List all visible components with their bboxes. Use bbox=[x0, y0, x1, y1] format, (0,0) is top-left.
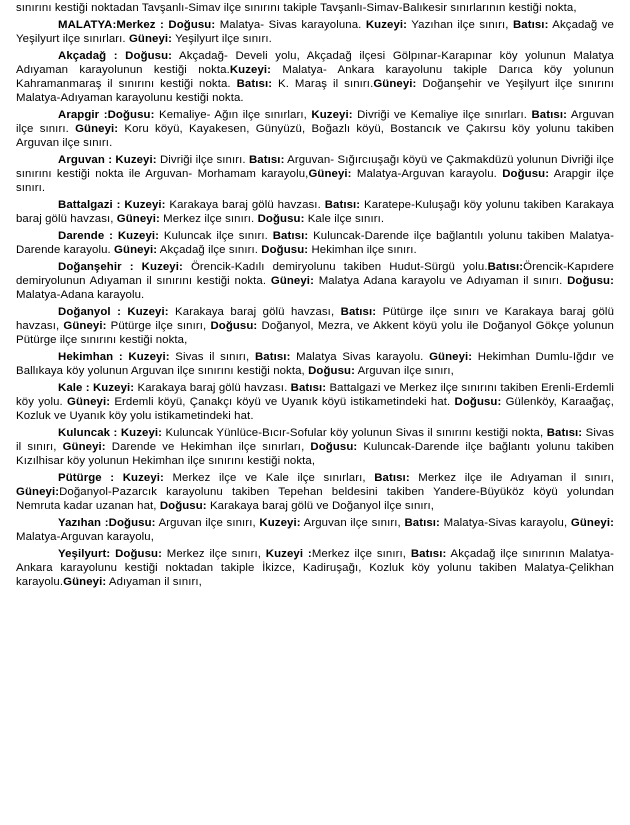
text-run: sınırını kestiği noktadan Tavşanlı-Simav ilçe sınırını takiple Tavşanlı-Simav-Balıkesir sınırlarının kestiği nokta, bbox=[16, 2, 577, 14]
text-run: Karakaya baraj gölü havzası, bbox=[168, 306, 341, 318]
paragraph bbox=[16, 516, 614, 544]
text-run: Arguvan- Sığırcıuşağı köyü ve Çakmakdüzü yolunun Divriği ilçe sınırını kestiği nokta ile Arguvan- Morhamam karayolu, bbox=[16, 154, 614, 180]
text-run: Sivas il sınırı, bbox=[169, 351, 255, 363]
bold-label: Darende : Kuzeyi: bbox=[58, 230, 160, 242]
bold-label: Batısı: bbox=[546, 427, 583, 439]
text-run: Darende ve Hekimhan ilçe sınırları, bbox=[105, 441, 311, 453]
text-run: Arguvan ilçe sınırı, bbox=[300, 517, 405, 529]
paragraph bbox=[16, 108, 614, 150]
bold-label: Kale : Kuzeyi: bbox=[58, 382, 135, 394]
bold-label: Doğanşehir : Kuzeyi: bbox=[58, 261, 183, 273]
bold-label: Doğusu: bbox=[308, 365, 355, 377]
bold-label: Doğusu: bbox=[310, 441, 358, 453]
bold-label: Arapgir :Doğusu: bbox=[58, 109, 155, 121]
bold-label: Güneyi: bbox=[63, 576, 107, 588]
bold-label: Batısı: bbox=[410, 548, 447, 560]
bold-label: Arguvan : Kuzeyi: bbox=[58, 154, 157, 166]
bold-label: Doğusu: bbox=[502, 168, 550, 180]
text-run: Erdemli köyü, Çanakçı köyü ve Uyanık köyü istikametindeki hat. bbox=[110, 396, 455, 408]
text-run: Doğanyol, Mezra, ve Akkent köyü yolu ile Doğanyol Gökçe yolunun Pütürge ilçe sınırını kestiği nokta, bbox=[16, 320, 614, 346]
text-run: Doğanyol-Pazarcık karayolunu takiben Tepehan beldesini takiben Yandere-Büyüköz köyü yolundan Nemruta kadar uzanan hat, bbox=[16, 486, 614, 512]
text-run: Merkez ilçe ile Adıyaman il sınırı, bbox=[409, 472, 614, 484]
paragraph bbox=[16, 547, 614, 589]
text-run: Kale ilçe sınırı. bbox=[304, 213, 385, 225]
text-run: Akçadağ- Develi yolu, Akçadağ ilçesi Gölpınar-Karapınar köy yolunun Malatya Adıyaman karayolunun kestiği nokta. bbox=[16, 50, 614, 76]
bold-label: Kuzeyi: bbox=[259, 517, 301, 529]
bold-label: Güneyi: bbox=[373, 78, 417, 90]
bold-label: Güneyi: bbox=[114, 244, 158, 256]
bold-label: Pütürge : Kuzeyi: bbox=[58, 472, 164, 484]
bold-label: Kuzeyi : bbox=[265, 548, 312, 560]
text-run: Malatya-Arguvan karayolu. bbox=[351, 168, 503, 180]
bold-label: Kuzeyi: bbox=[311, 109, 353, 121]
bold-label: Batısı: bbox=[512, 19, 549, 31]
text-run: Merkez ilçe ve Kale ilçe sınırları, bbox=[163, 472, 375, 484]
text-run: Malatya Sivas karayolu. bbox=[290, 351, 430, 363]
bold-label: Güneyi: bbox=[429, 351, 473, 363]
bold-label: Akçadağ : Doğusu: bbox=[58, 50, 173, 62]
text-run: Akçadağ ve Yeşilyurt ilçe sınırları. bbox=[16, 19, 614, 45]
paragraph bbox=[16, 198, 614, 226]
text-run: Kemaliye- Ağın ilçe sınırları, bbox=[154, 109, 312, 121]
text-run: Malatya- Ankara karayolunu takiple Darıca köy yolunun Kahramanmaraş il sınırını kestiği nokta. bbox=[16, 64, 614, 90]
bold-label: Güneyi: bbox=[67, 396, 111, 408]
paragraph bbox=[16, 305, 614, 347]
text-run: Örencik-Kapıdere demiryolunun Adıyaman il sınırını kestiği nokta. bbox=[16, 261, 614, 287]
bold-label: Güneyi: bbox=[116, 213, 160, 225]
text-run: Pütürge ilçe sınırı ve Karakaya baraj gölü havzası, bbox=[16, 306, 614, 332]
bold-label: Batısı: bbox=[254, 351, 291, 363]
bold-label: Yeşilyurt: Doğusu: bbox=[58, 548, 162, 560]
text-run: Hekimhan Dumlu-Iğdır ve Ballıkaya köy yolunun Arguvan ilçe sınırını kestiği nokta, bbox=[16, 351, 614, 377]
bold-label: Hekimhan : Kuzeyi: bbox=[58, 351, 170, 363]
paragraph bbox=[16, 229, 614, 257]
text-run: Malatya-Arguvan karayolu, bbox=[16, 531, 154, 543]
text-run: Yeşilyurt ilçe sınırı. bbox=[172, 33, 272, 45]
text-run: Karakaya baraj gölü ve Doğanyol ilçe sınırı, bbox=[206, 500, 435, 512]
bold-label: Kuzeyi: bbox=[365, 19, 408, 31]
text-run: Merkez ilçe sınırı, bbox=[161, 548, 266, 560]
text-run: Doğanşehir ve Yeşilyurt ilçe sınırını Malatya-Adıyaman karayolunu kestiği nokta. bbox=[16, 78, 614, 104]
text-run: Merkez ilçe sınırı, bbox=[311, 548, 411, 560]
text-run: Battalgazi ve Merkez ilçe sınırını takiben Erenli-Erdemli köy yolu. bbox=[16, 382, 615, 408]
bold-label: Battalgazi : Kuzeyi: bbox=[58, 199, 166, 211]
text-run: Arguvan ilçe sınırı, bbox=[155, 517, 260, 529]
paragraph bbox=[16, 426, 614, 468]
paragraph bbox=[16, 18, 614, 46]
bold-label: Doğusu: bbox=[159, 500, 207, 512]
paragraph bbox=[16, 49, 614, 105]
text-run: Malatya- Sivas karayoluna. bbox=[215, 19, 366, 31]
bold-label: Batısı: bbox=[340, 306, 377, 318]
bold-label: Batısı: bbox=[404, 517, 440, 529]
text-run: Adıyaman il sınırı, bbox=[106, 576, 202, 588]
text-run: Sivas il sınırı, bbox=[16, 427, 614, 453]
text-run: Merkez ilçe sınırı. bbox=[159, 213, 258, 225]
bold-label: Güneyi: bbox=[16, 486, 60, 498]
text-run: Kuluncak-Darende ilçe bağlantılı yolunu takiben Malatya-Darende karayolu. bbox=[16, 230, 614, 256]
text-run: Örencik-Kadılı demiryolunu takiben Hudut-Sürgü yolu. bbox=[182, 261, 488, 273]
paragraph bbox=[16, 1, 614, 15]
text-run: Koru köyü, Kayakesen, Günyüzü, Boğazlı köyü, Bostancık ve Çakırsu köy yolunu takiben Arguvan ilçe sınırı. bbox=[16, 123, 614, 149]
bold-label: Batısı: bbox=[324, 199, 361, 211]
bold-label: Batısı: bbox=[248, 154, 285, 166]
bold-label: MALATYA:Merkez : Doğusu: bbox=[58, 19, 216, 31]
text-run: Kuluncak Yünlüce-Bıcır-Sofular köy yolunun Sivas il sınırını kestiği nokta, bbox=[162, 427, 547, 439]
bold-label: Güneyi: bbox=[62, 441, 106, 453]
text-run: Malatya Adana karayolu ve Adıyaman il sınırı. bbox=[313, 275, 568, 287]
text-run: Kuluncak ilçe sınırı. bbox=[159, 230, 273, 242]
paragraph bbox=[16, 260, 614, 302]
text-run: Divriği ilçe sınırı. bbox=[156, 154, 249, 166]
text-run: Karakaya baraj gölü havzası. bbox=[165, 199, 325, 211]
bold-label: Güneyi: bbox=[63, 320, 107, 332]
bold-label: Batısı: bbox=[531, 109, 567, 121]
text-run: Hekimhan ilçe sınırı. bbox=[308, 244, 417, 256]
bold-label: Güneyi: bbox=[308, 168, 352, 180]
paragraph bbox=[16, 471, 614, 513]
text-run: Arapgir ilçe sınırı. bbox=[16, 168, 614, 194]
text-run: Arguvan ilçe sınırı. bbox=[16, 109, 614, 135]
bold-label: Batısı: bbox=[290, 382, 327, 394]
bold-label: Doğusu: bbox=[454, 396, 502, 408]
bold-label: Kuluncak : Kuzeyi: bbox=[58, 427, 163, 439]
paragraph bbox=[16, 153, 614, 195]
document-body bbox=[16, 0, 614, 592]
text-run: Karakaya baraj gölü havzası. bbox=[134, 382, 291, 394]
bold-label: Güneyi: bbox=[270, 275, 314, 287]
bold-label: Doğanyol : Kuzeyi: bbox=[58, 306, 169, 318]
bold-label: Batısı: bbox=[236, 78, 273, 90]
text-run: Gülenköy, Karaağaç, Kozluk ve Uyanık köy yolu istikametindeki hat. bbox=[16, 396, 614, 422]
bold-label: Güneyi: bbox=[570, 517, 614, 529]
paragraph bbox=[16, 350, 614, 378]
bold-label: Batısı: bbox=[487, 261, 524, 273]
text-run: Kuluncak-Darende ilçe bağlantı yolunu takiben Kızılhisar köy yolunun Hekimhan ilçe sınırını kestiği nokta, bbox=[16, 441, 614, 467]
bold-label: Doğusu: bbox=[567, 275, 614, 287]
text-run: K. Maraş il sınırı. bbox=[272, 78, 374, 90]
bold-label: Kuzeyi: bbox=[229, 64, 272, 76]
bold-label: Doğusu: bbox=[257, 213, 305, 225]
text-run: Malatya-Sivas karayolu, bbox=[439, 517, 571, 529]
text-run: Akçadağ ilçe sınırının Malatya-Ankara karayolunu kestiği noktadan takiple İkizce, Kadiruşağı, Kozluk köy yolunu takiben Malatya-Çelikhan karayolu. bbox=[16, 548, 614, 588]
text-run: Yazıhan ilçe sınırı, bbox=[407, 19, 513, 31]
bold-label: Güneyi: bbox=[75, 123, 119, 135]
text-run: Akçadağ ilçe sınırı. bbox=[157, 244, 262, 256]
paragraph bbox=[16, 381, 614, 423]
text-run: Divriği ve Kemaliye ilçe sınırları. bbox=[352, 109, 532, 121]
text-run: Malatya-Adana karayolu. bbox=[16, 289, 145, 301]
bold-label: Batısı: bbox=[272, 230, 309, 242]
text-run: Pütürge ilçe sınırı, bbox=[106, 320, 211, 332]
bold-label: Güneyi: bbox=[128, 33, 173, 45]
text-run: Karatepe-Kuluşağı köy yolunu takiben Karakaya baraj gölü havzası, bbox=[16, 199, 614, 225]
text-run: Arguvan ilçe sınırı, bbox=[354, 365, 454, 377]
bold-label: Doğusu: bbox=[210, 320, 258, 332]
bold-label: Batısı: bbox=[374, 472, 410, 484]
bold-label: Yazıhan :Doğusu: bbox=[58, 517, 156, 529]
bold-label: Doğusu: bbox=[261, 244, 309, 256]
